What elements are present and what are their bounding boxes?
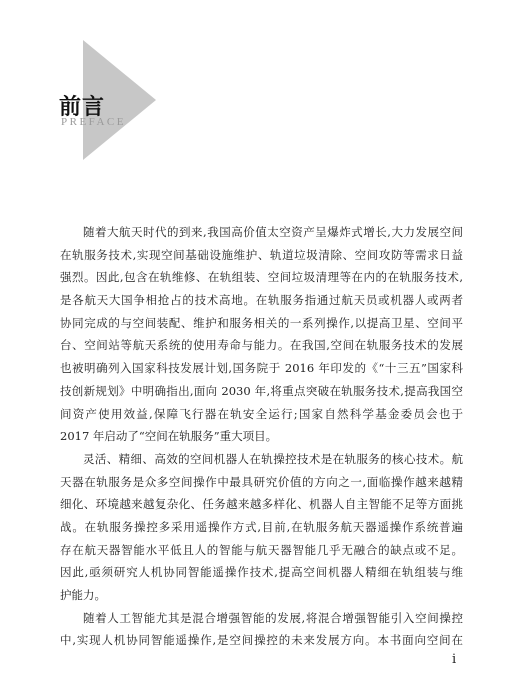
- text-line: 是各航天大国争相抢占的技术高地。在轨服务指通过航天员或机器人或两者: [60, 293, 463, 308]
- text-line: 强烈。因此,包含在轨维修、在轨组装、空间垃圾清理等在内的在轨服务技术,: [60, 270, 463, 285]
- text-line: 2017 年启动了“空间在轨服务”重大项目。: [60, 429, 278, 444]
- text-line: 中,实现人机协同智能遥操作,是空间操控的未来发展方向。本书面向空间在: [60, 633, 463, 648]
- text-line: 细化、环境越来越复杂化、任务越来越多样化、机器人自主智能不足等方面挑: [60, 497, 463, 512]
- text-line: 因此,亟须研究人机协同智能遥操作技术,提高空间机器人精细在轨组装与维: [60, 565, 463, 580]
- text-line: 战。在轨服务操控多采用遥操作方式,目前,在轨服务航天器遥操作系统普遍: [60, 519, 463, 534]
- text-line: 在轨服务技术,实现空间基础设施维护、轨道垃圾清除、空间攻防等需求日益: [60, 247, 463, 262]
- page-number: i: [452, 652, 457, 667]
- text-line: 间资产使用效益,保障飞行器在轨安全运行;国家自然科学基金委员会也于: [60, 406, 463, 421]
- text-line: 灵活、精细、高效的空间机器人在轨操控技术是在轨服务的核心技术。航: [83, 451, 463, 466]
- text-line: 随着大航天时代的到来,我国高价值太空资产呈爆炸式增长,大力发展空间: [83, 225, 463, 239]
- text-line: 台、空间站等航天系统的使用寿命与能力。在我国,空间在轨服务技术的发展: [60, 338, 463, 353]
- paragraph-3: [60, 607, 463, 652]
- page-subtitle: PREFACE: [61, 116, 126, 128]
- paragraph-1: [60, 221, 463, 448]
- body-text: [60, 221, 463, 652]
- text-line: 协同完成的与空间装配、维护和服务相关的一系列操作,以提高卫星、空间平: [60, 315, 463, 330]
- text-line: 存在航天器智能水平低且人的智能与航天器智能几乎无融合的缺点或不足。: [60, 542, 463, 557]
- text-line: 天器在轨服务是众多空间操作中最具研究价值的方向之一,面临操作越来越精: [60, 474, 463, 489]
- text-line: 也被明确列入国家科技发展计划,国务院于 2016 年印发的《“十三五”国家科: [60, 361, 463, 376]
- text-line: 护能力。: [60, 588, 106, 602]
- paragraph-2: [60, 448, 463, 607]
- text-line: 随着人工智能尤其是混合增强智能的发展,将混合增强智能引入空间操控: [83, 610, 463, 625]
- page-title: 前言: [59, 95, 106, 120]
- text-line: 技创新规划》中明确指出,面向 2030 年,将重点突破在轨服务技术,提高我国空: [60, 383, 463, 398]
